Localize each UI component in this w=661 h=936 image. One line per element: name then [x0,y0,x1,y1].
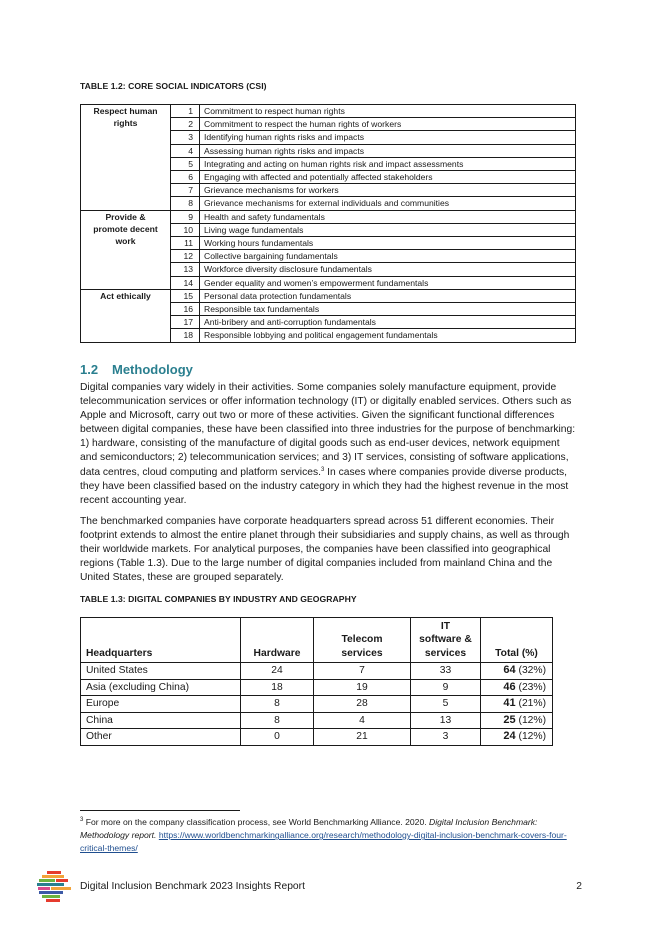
paragraph-text: Digital companies vary widely in their activities. Some companies solely manufacture equipment, provide telecommunication services or offer information technology (IT) or digitally enabled services. Others such as Apple and Microsoft, carry out two or more of these activities. Given the significant functional differences between digital companies, these have been classified into three industries for the purpose of benchmarking: 1) hardware, consisting of the manufacture of digital goods such as end-user devices, network equipment and semiconductors; 2) telecommunication services; and 3) IT services, consisting of software applications, data centres, cloud computing and platform services. [80,382,576,478]
footer-report-title: Digital Inclusion Benchmark 2023 Insights Report [80,881,305,892]
total-cell: 25 (12%) [481,712,553,729]
page-number: 2 [576,881,582,892]
hq-cell: Other [81,729,241,746]
header-telecom: Telecom services [314,618,411,663]
indicator-text: Gender equality and women’s empowerment fundamentals [200,276,576,289]
paragraph-text: In cases where companies provide diverse products, they have been classified based on the industry category in which they had the highest revenue in the most recent accounting year. [80,466,569,506]
hq-cell: Asia (excluding China) [81,679,241,696]
it-cell: 3 [411,729,481,746]
indicator-number: 7 [171,184,200,197]
it-cell: 33 [411,663,481,680]
category-cell: Provide & promote decent work [81,210,171,289]
indicator-number: 12 [171,250,200,263]
methodology-paragraph-2: The benchmarked companies have corporate headquarters spread across 51 different economies. Their footprint extends to almost the entire planet through their subsidiaries and supply chains, as well as through their worldwide markets. For analytical purposes, the companies have been classified into geographical regions (Table 1.3). Due to the large number of digital companies included from mainland China and the United States, these are grouped separately. [80,516,570,584]
section-title: Methodology [112,362,193,377]
telecom-cell: 4 [314,712,411,729]
indicator-text: Workforce diversity disclosure fundamentals [200,263,576,276]
indicator-text: Personal data protection fundamentals [200,289,576,302]
indicator-number: 15 [171,289,200,302]
hardware-cell: 18 [241,679,314,696]
indicator-text: Commitment to respect the human rights of workers [200,118,576,131]
hq-cell: Europe [81,696,241,713]
total-cell: 46 (23%) [481,679,553,696]
total-cell: 64 (32%) [481,663,553,680]
hardware-cell: 0 [241,729,314,746]
indicator-number: 16 [171,303,200,316]
footnote-divider [80,810,240,811]
indicator-number: 3 [171,131,200,144]
indicator-text: Anti-bribery and anti-corruption fundamentals [200,316,576,329]
table-row [81,289,576,302]
header-hardware: Hardware [241,618,314,663]
indicator-text: Integrating and acting on human rights risk and impact assessments [200,157,576,170]
indicator-number: 1 [171,105,200,118]
methodology-paragraph-1 [80,381,576,508]
indicator-text: Living wage fundamentals [200,223,576,236]
industry-geography-table [80,617,553,746]
indicator-number: 4 [171,144,200,157]
hardware-cell: 8 [241,696,314,713]
table-row [81,696,553,713]
header-total: Total (%) [481,618,553,663]
indicator-number: 8 [171,197,200,210]
footnote-text: For more on the company classification process, see World Benchmarking Alliance. 2020. [83,817,430,827]
header-headquarters: Headquarters [81,618,241,663]
total-cell: 41 (21%) [481,696,553,713]
table-header-row [81,618,553,663]
indicator-text: Engaging with affected and potentially affected stakeholders [200,171,576,184]
section-heading [80,362,193,377]
indicator-number: 5 [171,157,200,170]
table-row [81,105,576,118]
indicator-text: Health and safety fundamentals [200,210,576,223]
total-cell: 24 (12%) [481,729,553,746]
indicator-text: Commitment to respect human rights [200,105,576,118]
hq-cell: China [81,712,241,729]
it-cell: 5 [411,696,481,713]
table-1-3-caption: TABLE 1.3: DIGITAL COMPANIES BY INDUSTRY AND GEOGRAPHY [80,594,357,604]
indicator-text: Grievance mechanisms for workers [200,184,576,197]
indicator-text: Identifying human rights risks and impacts [200,131,576,144]
footnote-link[interactable]: https://www.worldbenchmarkingalliance.org/research/methodology-digital-inclusion-benchmark-covers-four-critical-themes/ [80,830,567,854]
table-1-2-caption: TABLE 1.2: CORE SOCIAL INDICATORS (CSI) [80,81,267,91]
footnote-title: Digital Inclusion Benchmark: Methodology report. [80,817,538,841]
core-social-indicators-table [80,104,576,343]
wba-logo-icon [36,870,74,906]
telecom-cell: 19 [314,679,411,696]
indicator-number: 13 [171,263,200,276]
hardware-cell: 24 [241,663,314,680]
telecom-cell: 21 [314,729,411,746]
table-row [81,729,553,746]
indicator-number: 11 [171,237,200,250]
telecom-cell: 28 [314,696,411,713]
indicator-number: 2 [171,118,200,131]
indicator-number: 18 [171,329,200,342]
table-row [81,712,553,729]
indicator-number: 9 [171,210,200,223]
table-row [81,679,553,696]
indicator-text: Collective bargaining fundamentals [200,250,576,263]
it-cell: 9 [411,679,481,696]
footnote-reference[interactable]: 3 [320,466,325,473]
indicator-text: Responsible tax fundamentals [200,303,576,316]
category-cell: Act ethically [81,289,171,342]
it-cell: 13 [411,712,481,729]
section-number: 1.2 [80,362,99,377]
table-row [81,210,576,223]
indicator-number: 10 [171,223,200,236]
telecom-cell: 7 [314,663,411,680]
indicator-text: Assessing human rights risks and impacts [200,144,576,157]
indicator-number: 6 [171,171,200,184]
hq-cell: United States [81,663,241,680]
footnote-marker: 3 [80,817,84,823]
hardware-cell: 8 [241,712,314,729]
footnote [80,816,576,856]
indicator-text: Working hours fundamentals [200,237,576,250]
indicator-number: 14 [171,276,200,289]
header-it-services: IT software & services [411,618,481,663]
table-row [81,663,553,680]
indicator-text: Grievance mechanisms for external individuals and communities [200,197,576,210]
indicator-text: Responsible lobbying and political engagement fundamentals [200,329,576,342]
indicator-number: 17 [171,316,200,329]
category-cell: Respect human rights [81,105,171,211]
